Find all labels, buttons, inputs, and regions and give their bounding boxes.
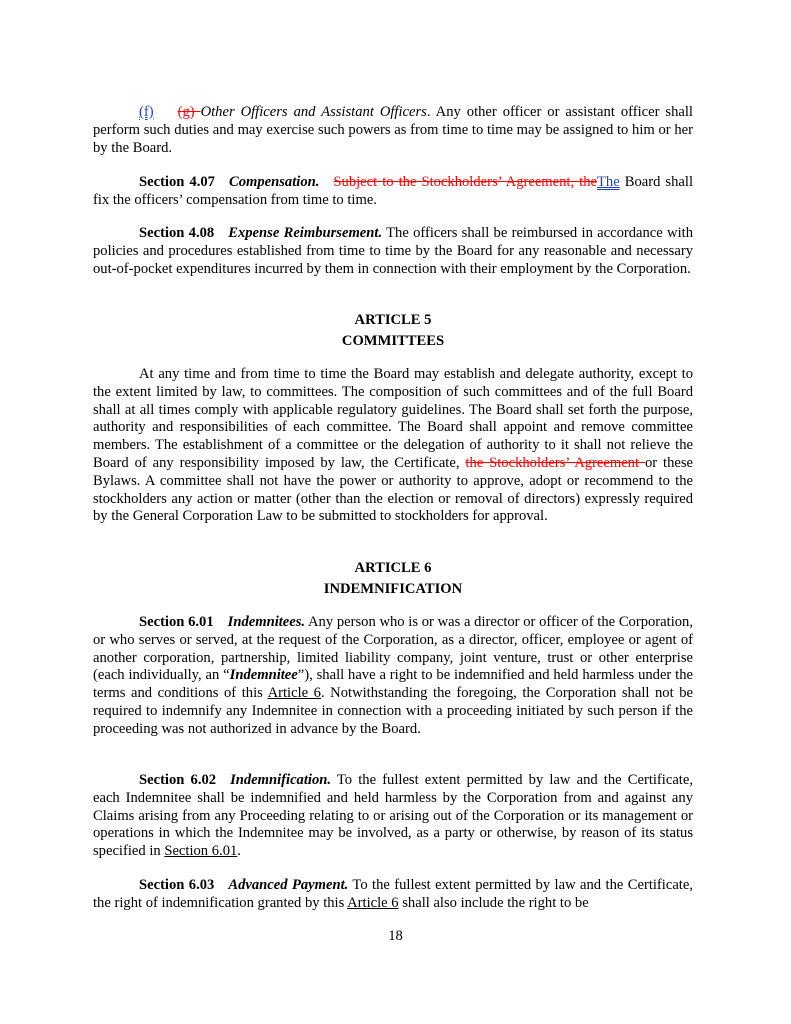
paragraph-title: Other Officers and Assistant Officers bbox=[200, 104, 427, 120]
section-title: Compensation. bbox=[228, 174, 320, 190]
section-title: Expense Reimbursement. bbox=[228, 225, 383, 241]
deleted-label: (g) bbox=[177, 104, 201, 120]
cross-reference: Article 6 bbox=[347, 894, 399, 911]
deleted-text: Subject to the Stockholders’ Agreement, the bbox=[333, 174, 597, 190]
paragraph-body: Any other officer or assistant officer shall perform such duties and may exercise such powers as from time to time may be assigned to him or her by the Board. bbox=[93, 104, 693, 156]
article-5-body: At any time and from time to time the Board may establish and delegate authority, except to the extent limited by law, to committees. The composition of such committees and of the full Board shall at all times comply with applicable regulatory guidelines. The Board shall set forth the purpose, authority and responsibilities of each committee. The Board shall appoint and remove committee members. The establishment of a committee or the delegation of authority to it shall not relieve the Board of any responsibility imposed by law, the Certificate, the Stockholders’ Agreement or these Bylaws. A committee shall not have the power or authority to approve, adopt or recommend to the stockholders any action or matter (other than the election or removal of directors) expressly required by the General Corporation Law to be submitted to stockholders for approval. bbox=[93, 366, 694, 525]
section-4-08 bbox=[93, 225, 693, 278]
article-6-subheading: INDEMNIFICATION bbox=[323, 581, 463, 597]
section-6-02: Section 6.02 Indemnification. To the fullest extent permitted by law and the Certificate, each Indemnitee shall be indemnified and held harmless by the Corporation from and against any Claims arising from any Proceeding relating to or arising out of the Corporation or its management or operations in which the Indemnitee may be involved, as a party or otherwise, by reason of its status specified in Section 6.01. bbox=[93, 772, 693, 860]
defined-term: Indemnitee bbox=[229, 667, 298, 684]
inserted-label: (f) bbox=[139, 104, 154, 120]
section-number: Section 6.03 bbox=[139, 877, 215, 893]
section-6-03: Section 6.03 Advanced Payment. To the fullest extent permitted by law and the Certificate, the right of indemnification granted by this Article 6 shall also include the right to be bbox=[93, 877, 693, 911]
cross-reference: Article 6 bbox=[267, 685, 321, 702]
section-body: Board shall fix the officers’ compensation from time to time. bbox=[93, 174, 693, 208]
section-6-01: Section 6.01 Indemnitees. Any person who is or was a director or officer of the Corporation, or who serves or served, at the request of the Corporation, as a director, officer, employee or agent of another corporation, partnership, limited liability company, joint venture, trust or other enterprise (each individually, an “Indemnitee”), shall have a right to be indemnified and held harmless under the terms and conditions of this Article 6. Notwithstanding the foregoing, the Corporation shall not be required to indemnify any Indemnitee in connection with a proceeding initiated by such person if the proceeding was not authorized in advance by the Board. bbox=[93, 614, 693, 737]
inserted-text: The bbox=[597, 174, 620, 190]
article-5-subheading: COMMITTEES bbox=[341, 333, 445, 349]
paragraph-other-officers: (f) (g) Other Officers and Assistant Officers. Any other officer or assistant officer shall perform such duties and may exercise such powers as from time to time may be assigned to him or her by the Board. bbox=[93, 104, 693, 156]
deleted-text: the Stockholders’ Agreement bbox=[465, 454, 645, 471]
section-title: Advanced Payment. bbox=[228, 877, 349, 893]
article-5-heading: ARTICLE 5 bbox=[354, 312, 432, 328]
article-6-heading: ARTICLE 6 bbox=[354, 560, 432, 576]
section-title: Indemnitees. bbox=[227, 614, 306, 630]
section-number: Section 6.02 bbox=[139, 772, 217, 788]
section-number: Section 4.07 bbox=[139, 174, 215, 190]
section-number: Section 4.08 bbox=[139, 225, 215, 241]
section-4-07 bbox=[93, 174, 693, 210]
section-number: Section 6.01 bbox=[139, 614, 214, 630]
page-number: 18 bbox=[388, 928, 403, 944]
cross-reference: Section 6.01 bbox=[164, 843, 238, 860]
section-title: Indemnification. bbox=[230, 772, 332, 788]
section-body: The officers shall be reimbursed in accordance with policies and procedures established from time to time by the Board for any reasonable and necessary out-of-pocket expenditures incurred by them in connection with their employment by the Corporation. bbox=[93, 225, 693, 277]
